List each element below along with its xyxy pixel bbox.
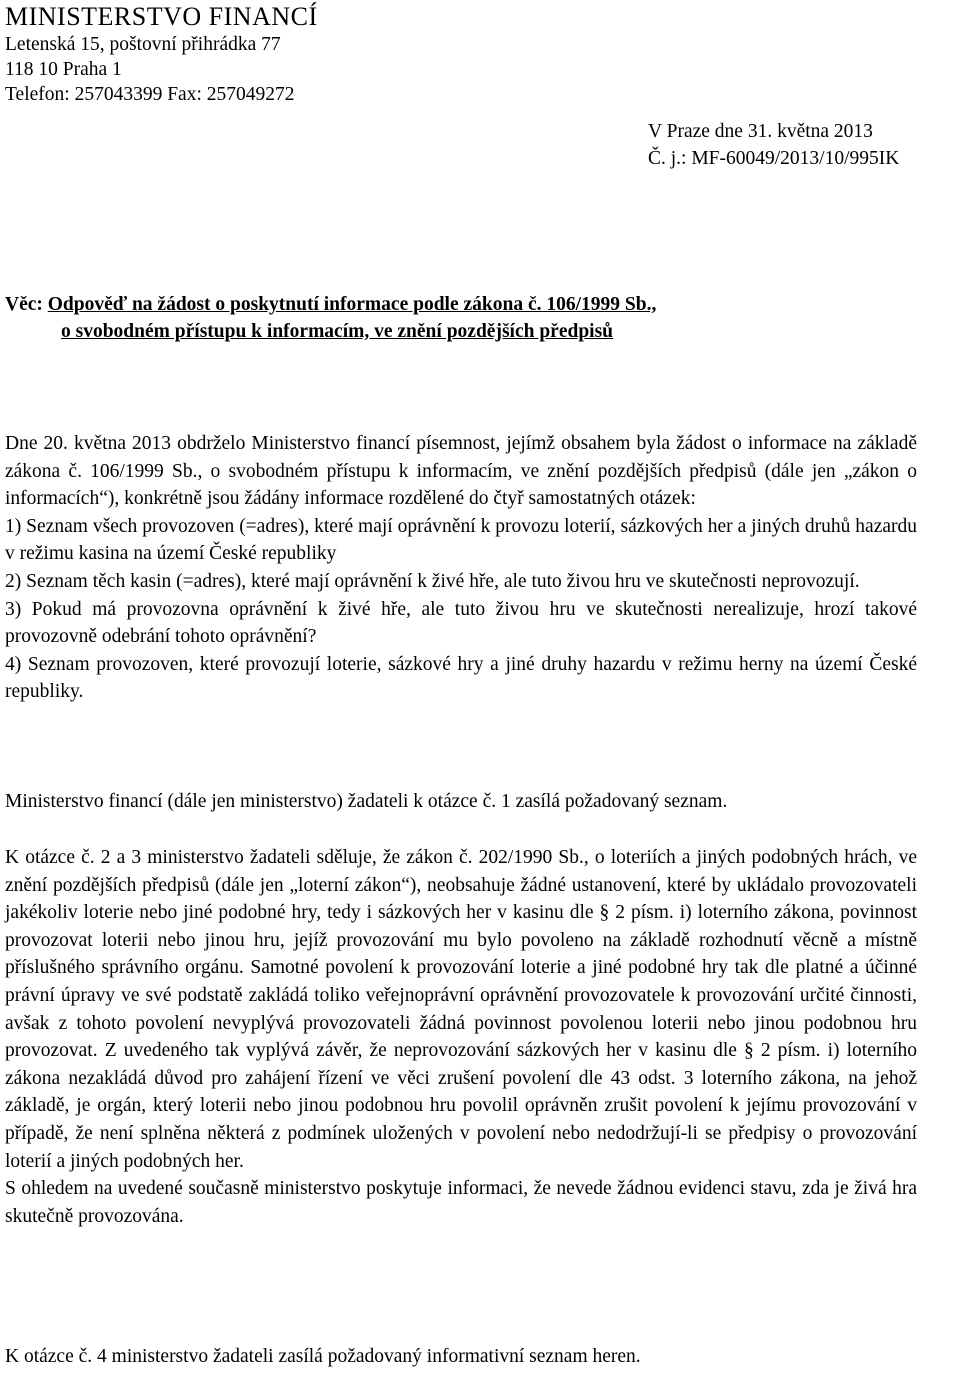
subject-line-1: Odpověď na žádost o poskytnutí informace podle zákona č. 106/1999 Sb.,	[47, 294, 657, 315]
subject-line-2: o svobodném přístupu k informacím, ve znění pozdějších předpisů	[61, 321, 614, 342]
answer-2-3-block	[5, 844, 917, 1230]
subject-label: Věc:	[5, 294, 48, 315]
intro-paragraph: Dne 20. května 2013 obdrželo Ministerstvo financí písemnost, jejímž obsahem byla žádost o informace na základě zákona č. 106/1999 Sb., o svobodném přístupu k informacím, ve znění pozdějších předpisů (dále jen „zákon o informacích“), konkrétně jsou žádány informace rozdělené do čtyř samostatných otázek:	[5, 433, 917, 510]
answer-2-3-conclusion: S ohledem na uvedené současně ministerstvo poskytuje informaci, že nevede žádnou evidenci stavu, zda je živá hra skutečně provozována.	[5, 1178, 917, 1227]
answer-2-3-paragraph: K otázce č. 2 a 3 ministerstvo žadateli sděluje, že zákon č. 202/1990 Sb., o loteriích a jiných podobných hrách, ve znění pozdějších předpisů (dále jen „loterní zákon“), neobsahuje žádné ustanovení, které by ukládalo provozovateli jakékoliv loterie nebo jiné podobné hry, tedy i sázkových her v kasinu dle § 2 písm. i) loterního zákona, povinnost provozovat loterii nebo jinou hru, jejíž provozování mu bylo povoleno na základě rozhodnutí věcně a místně příslušného správního orgánu. Samotné povolení k provozování loterie a jiné podobné hry tak dle platné a účinné právní úpravy ve své podstatě zakládá toliko veřejnoprávní oprávnění provozovatele k provozování určité činnosti, avšak z tohoto povolení nevyplývá provozovateli žádná povinnost povolenou loterii nebo jinou podobnou hru provozovat. Z uvedeného tak vyplývá závěr, že neprovozování sázkových her v kasinu dle § 2 písm. i) loterního zákona nezakládá důvod pro zahájení řízení ve věci zrušení povolení dle 43 odst. 3 loterního zákona, na jehož základě, je orgán, který loterii nebo jinou podobnou hru povolil oprávněn zrušit povolení k jejímu provozování v případě, že není splněna některá z podmínek uložených v povolení nebo nedodržují-li se předpisy o provozování loterií a jiných podobných her.	[5, 847, 917, 1172]
address-line-1: Letenská 15, poštovní přihrádka 77	[5, 34, 281, 55]
letterhead	[5, 2, 318, 107]
reference-number: Č. j.: MF-60049/2013/10/995IK	[648, 148, 900, 169]
organization-name: MINISTERSTVO FINANCÍ	[5, 2, 318, 31]
letter-date: V Praze dne 31. května 2013	[648, 121, 873, 142]
answer-1-block	[5, 788, 917, 816]
question-1: 1) Seznam všech provozoven (=adres), které mají oprávnění k provozu loterií, sázkových her a jiných druhů hazardu v režimu kasina na území České republiky	[5, 515, 917, 565]
phone-fax-line: Telefon: 257043399 Fax: 257049272	[5, 84, 295, 105]
answer-4-paragraph: K otázce č. 4 ministerstvo žadateli zasílá požadovaný informativní seznam heren.	[5, 1346, 641, 1367]
question-4: 4) Seznam provozoven, které provozují loterie, sázkové hry a jiné druhy hazardu v režimu herny na území České republiky.	[5, 653, 917, 703]
question-3: 3) Pokud má provozovna oprávnění k živé hře, ale tuto živou hru ve skutečnosti nerealizuje, hrozí takové provozovně odebrání tohoto oprávnění?	[5, 598, 917, 648]
answer-4-block	[5, 1343, 917, 1371]
answer-1-paragraph: Ministerstvo financí (dále jen ministerstvo) žadateli k otázce č. 1 zasílá požadovaný seznam.	[5, 791, 728, 812]
subject-block	[5, 291, 656, 345]
request-summary	[5, 430, 917, 706]
question-2: 2) Seznam těch kasin (=adres), které mají oprávnění k živé hře, ale tuto živou hru ve skutečnosti neprovozují.	[5, 570, 860, 592]
date-reference-block	[648, 118, 899, 172]
address-line-2: 118 10 Praha 1	[5, 59, 122, 80]
